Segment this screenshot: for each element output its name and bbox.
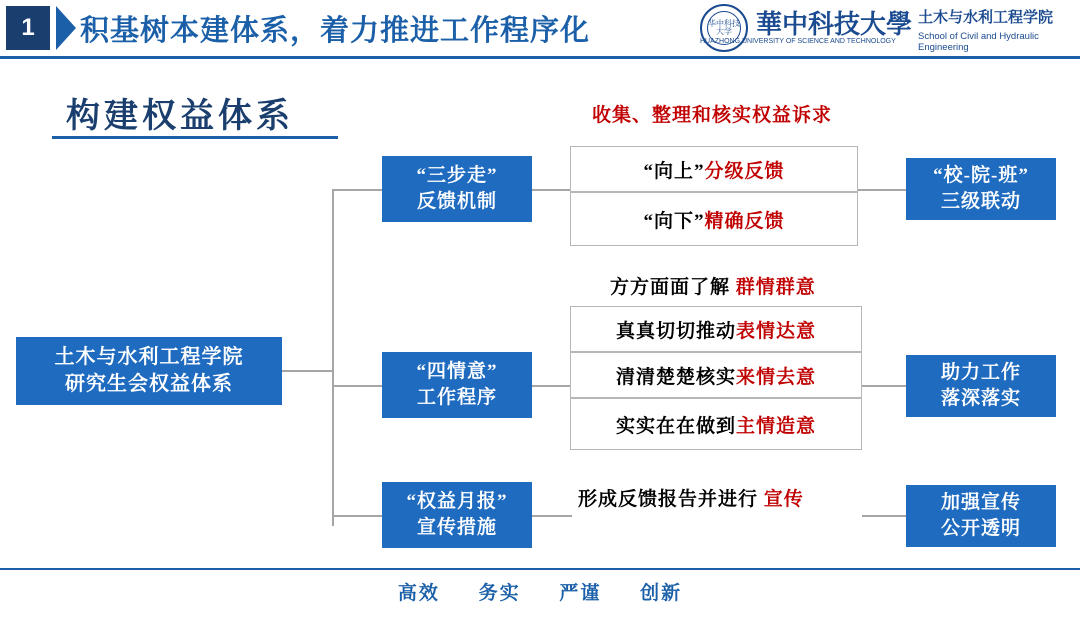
branch-node-2[interactable]	[382, 352, 532, 418]
branch-node-3[interactable]	[382, 482, 532, 548]
branch-node-1-line-2: 反馈机制	[416, 191, 497, 212]
branch-2-detail-3	[570, 398, 862, 450]
branch-2-caption-highlight: 群情群意	[735, 277, 816, 298]
university-name-en: HUAZHONG UNIVERSITY OF SCIENCE AND TECHNOLOGY	[700, 38, 896, 45]
school-name-en: School of Civil and Hydraulic Engineering	[918, 31, 1039, 53]
connector-spine-to-branch-2	[332, 385, 382, 387]
branch-node-3-line-1: “权益月报”	[406, 491, 508, 513]
arrow-icon	[56, 6, 76, 50]
connector-details-to-outcome2	[862, 385, 906, 387]
header-title: 积基树本建体系，着力推进工作程序化	[80, 14, 591, 47]
branch-3-caption-highlight: 宣传	[763, 489, 804, 510]
connector-root-out	[282, 370, 332, 372]
branch-2-caption	[610, 272, 816, 299]
outcome-node-3[interactable]	[906, 485, 1056, 547]
connector-branch1-to-details	[532, 189, 572, 191]
connector-spine-to-branch-3	[332, 515, 382, 517]
branch-1-detail-1-highlight: 分级反馈	[704, 160, 785, 182]
outcome-node-1-line-2: 三级联动	[940, 191, 1021, 212]
university-name-cn: 華中科技大學	[756, 10, 913, 39]
branch-2-detail-2	[570, 352, 862, 398]
outcome-node-1-line-1: “校-院-班”	[933, 165, 1029, 187]
header-divider	[0, 56, 1080, 59]
outcome-node-3-line-1: 加强宣传	[940, 492, 1021, 514]
slide-header	[0, 0, 1080, 56]
branch-1-detail-2	[570, 192, 858, 246]
branch-2-caption-prefix: 方方面面了解	[610, 277, 731, 298]
branch-1-detail-2-prefix: “向下”	[643, 210, 705, 232]
branch-node-2-line-1: “四情意”	[416, 361, 498, 383]
connector-details-to-outcome1	[858, 189, 906, 191]
school-name-cn: 土木与水利工程学院	[918, 10, 1054, 26]
branch-1-detail-1	[570, 146, 858, 192]
branch-node-1[interactable]	[382, 156, 532, 222]
branch-1-detail-2-highlight: 精确反馈	[704, 210, 785, 232]
footer-slogan	[0, 578, 1080, 605]
outcome-node-2-line-2: 落深落实	[940, 388, 1021, 409]
connector-caption-to-outcome3	[862, 515, 906, 517]
root-line-1: 土木与水利工程学院	[54, 346, 244, 368]
branch-3-caption	[578, 484, 804, 511]
root-line-2: 研究生会权益体系	[65, 373, 233, 395]
footer-item-3: 严谨	[559, 583, 602, 604]
footer-item-2: 务实	[478, 583, 521, 604]
branch-2-detail-2-prefix: 清清楚楚核实	[615, 366, 736, 388]
slide-number-badge: 1	[6, 6, 50, 50]
page-title-underline	[52, 136, 338, 139]
branch-3-caption-prefix: 形成反馈报告并进行	[578, 489, 759, 510]
outcome-node-3-line-2: 公开透明	[940, 518, 1021, 539]
branch-node-3-line-2: 宣传措施	[416, 517, 497, 538]
branch-2-detail-3-highlight: 主情造意	[736, 415, 817, 437]
hust-seal-inner-text: 华中科技大学	[707, 11, 741, 45]
footer-item-1: 高效	[397, 583, 440, 604]
connector-branch3-to-caption	[532, 515, 572, 517]
outcome-node-2-line-1: 助力工作	[940, 362, 1021, 384]
branch-2-detail-2-highlight: 来情去意	[736, 366, 817, 388]
outcome-node-1[interactable]	[906, 158, 1056, 220]
connector-spine-to-branch-1	[332, 189, 382, 191]
branch-2-detail-3-prefix: 实实在在做到	[615, 415, 736, 437]
footer-divider	[0, 568, 1080, 570]
branch-1-caption: 收集、整理和核实权益诉求	[592, 105, 833, 126]
footer-item-4: 创新	[640, 583, 683, 604]
page-title: 构建权益体系	[66, 98, 294, 135]
branch-2-detail-1	[570, 306, 862, 352]
outcome-node-2[interactable]	[906, 355, 1056, 417]
connector-spine	[332, 189, 334, 526]
branch-2-detail-1-prefix: 真真切切推动	[615, 320, 736, 342]
connector-branch2-to-details	[532, 385, 572, 387]
branch-node-2-line-2: 工作程序	[416, 387, 497, 408]
branch-2-detail-1-highlight: 表情达意	[736, 320, 817, 342]
branch-1-detail-1-prefix: “向上”	[643, 160, 705, 182]
branch-node-1-line-1: “三步走”	[416, 165, 498, 187]
root-node[interactable]	[16, 337, 282, 405]
